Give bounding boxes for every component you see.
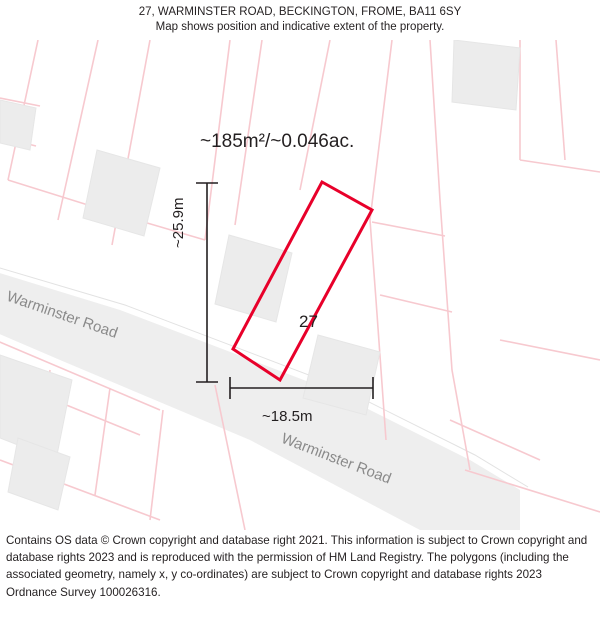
road-name-label-west: Warminster Road	[4, 288, 120, 342]
width-measurement-label: ~18.5m	[262, 408, 313, 425]
plot-number-label: 27	[299, 312, 318, 331]
header	[0, 0, 600, 40]
page-title: 27, WARMINSTER ROAD, BECKINGTON, FROME, BA11 6SY	[138, 6, 462, 18]
page-subtitle: Map shows position and indicative extent of the property.	[155, 21, 445, 33]
copyright-footer: Contains OS data © Crown copyright and database right 2021. This information is subject to Crown copyright and database rights 2023 and is reproduced with the permission of HM Land Registry. The polygons (including the associated geometry, namely x, y co-ordinates) are subject to Crown copyright and database rights 2023 Ordnance Survey 100026316.	[6, 534, 588, 599]
height-measurement-label: ~25.9m	[170, 197, 187, 248]
map-canvas[interactable]	[0, 40, 600, 530]
road-name-label-south: Warminster Road	[278, 430, 394, 488]
map-vector-layer	[0, 40, 600, 530]
area-label: ~185m²/~0.046ac.	[200, 131, 355, 152]
